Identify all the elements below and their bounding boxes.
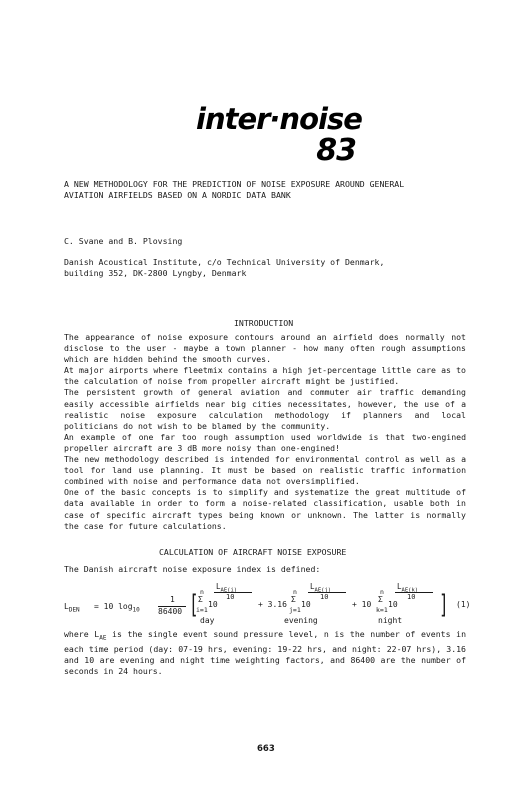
introduction-body bbox=[64, 332, 466, 532]
affiliation bbox=[64, 257, 384, 279]
paragraph: An example of one far too rough assumption used worldwide is that two-engined propeller aircraft are 3 dB more noisy than one-engined! bbox=[64, 431, 466, 453]
eq-exp-i-den: 10 bbox=[226, 593, 235, 601]
introduction-heading: INTRODUCTION bbox=[234, 318, 294, 328]
eq-sum2: Σ bbox=[291, 595, 296, 604]
eq-sum3-top: n bbox=[380, 588, 384, 596]
eq-sum3: Σ bbox=[378, 595, 383, 604]
equation-ldens bbox=[64, 582, 474, 626]
eq-exp-k-den: 10 bbox=[407, 593, 416, 601]
eq-exp-k: $L_{AE(k)}$ bbox=[397, 582, 419, 594]
conference-logo bbox=[196, 102, 362, 168]
eq-plus-night: + 10 bbox=[352, 600, 372, 609]
eq-sum2-top: n bbox=[293, 588, 297, 596]
eq-exp-j: $L_{AE(j)}$ bbox=[310, 582, 332, 594]
eq-label-evening: evening bbox=[284, 616, 318, 625]
affiliation-line-1: Danish Acoustical Institute, c/o Technical University of Denmark, bbox=[64, 257, 385, 267]
authors: C. Svane and B. Plovsing bbox=[64, 236, 183, 246]
eq-exp-j-den: 10 bbox=[320, 593, 329, 601]
eq-frac-den: 86400 bbox=[158, 607, 183, 616]
logo-text: inter·noise bbox=[196, 102, 362, 136]
affiliation-line-2: building 352, DK-2800 Lyngby, Denmark bbox=[64, 268, 247, 278]
eq-frac-num: 1 bbox=[170, 595, 175, 604]
eq-right-bracket: ] bbox=[439, 590, 449, 620]
eq-base1: 10 bbox=[208, 600, 218, 609]
paragraph: One of the basic concepts is to simplify and systematize the great multitude of data available in order to form a noise-related classification, usable both in case of specific aircraft types being known or unknown. The latter is normally the case for future calculations. bbox=[64, 487, 466, 531]
paragraph: At major airports where fleetmix contains a high jet-percentage little care as to the calculation of noise from propeller aircraft might be justified. bbox=[64, 365, 466, 387]
calculation-lead: The Danish aircraft noise exposure index is defined: bbox=[64, 564, 321, 574]
eq-sum2-bottom: j=1 bbox=[289, 606, 301, 614]
eq-lhs: $L_{DEN}$ bbox=[64, 602, 80, 614]
paragraph: The persistent growth of general aviation and commuter air traffic demanding easily accessible airfields near big cities necessitates, however, the use of a realistic noise exposure calculation methodology if planners and local politicians do not wish to be blamed by the community. bbox=[64, 387, 466, 431]
eq-sum3-bottom: k=1 bbox=[376, 606, 388, 614]
eq-label-day: day bbox=[200, 616, 215, 625]
logo-year: 83 bbox=[316, 133, 356, 168]
eq-label-night: night bbox=[378, 616, 403, 625]
eq-sum1: Σ bbox=[198, 595, 203, 604]
page-number: 663 bbox=[257, 744, 275, 754]
eq-log: = 10 $\log_{10}$ bbox=[94, 602, 140, 614]
title-line-2: AVIATION AIRFIELDS BASED ON A NORDIC DATA BANK bbox=[64, 190, 291, 200]
paragraph: The new methodology described is intended for environmental control as well as a tool for land use planning. It must be based on realistic traffic information combined with noise and performance data not oversimplified. bbox=[64, 454, 466, 487]
calculation-heading: CALCULATION OF AIRCRAFT NOISE EXPOSURE bbox=[159, 547, 347, 557]
title-line-1: A NEW METHODOLOGY FOR THE PREDICTION OF NOISE EXPOSURE AROUND GENERAL bbox=[64, 179, 405, 189]
eq-sum1-bottom: i=1 bbox=[196, 606, 208, 614]
eq-sum1-top: n bbox=[200, 588, 204, 596]
eq-base2: 10 bbox=[301, 600, 311, 609]
paragraph: The appearance of noise exposure contours around an airfield does normally not disclose to the user - maybe a town planner - how many often rough assumptions which are hidden behind the smooth curves. bbox=[64, 332, 466, 365]
paper-title bbox=[64, 179, 404, 201]
equation-explanation: where $L_{AE}$ is the single event sound pressure level, n is the number of events in each time period (day: 07-19 hrs, evening: 19-22 hrs, and night: 22-07 hrs), 3.16 and 10 are evening and night time weighting factors, and 86400 are the number of seconds in 24 hours. bbox=[64, 629, 466, 676]
eq-left-bracket: [ bbox=[189, 590, 199, 620]
eq-number: (1) bbox=[456, 600, 471, 609]
eq-exp-i: $L_{AE(i)}$ bbox=[216, 582, 238, 594]
eq-base3: 10 bbox=[388, 600, 398, 609]
eq-plus-evening: + 3.16 bbox=[258, 600, 287, 609]
